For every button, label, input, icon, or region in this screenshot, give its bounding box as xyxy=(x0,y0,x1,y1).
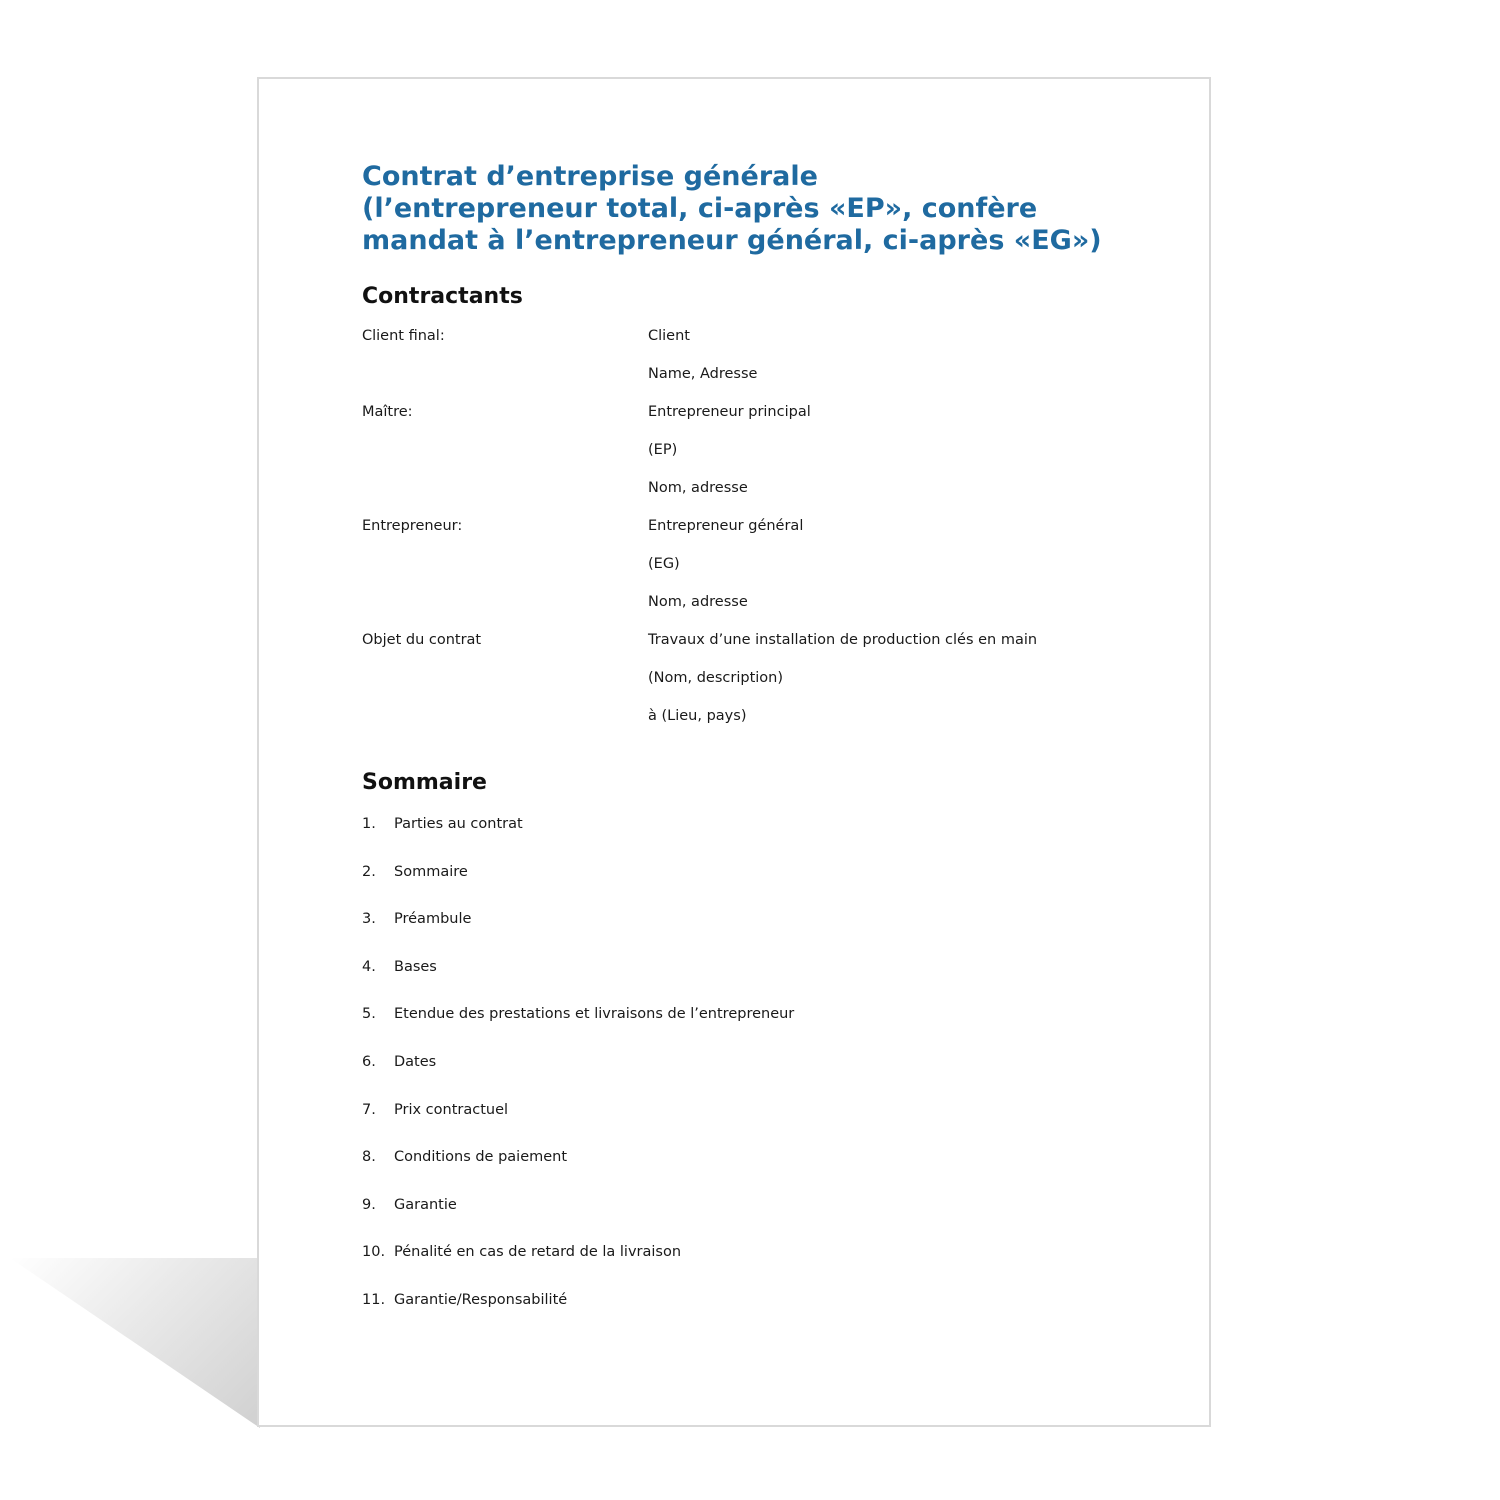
toc-item xyxy=(362,1290,1162,1338)
toc-item xyxy=(362,909,1162,957)
party-value: Nom, adresse xyxy=(648,594,748,610)
toc-item xyxy=(362,1242,1162,1290)
party-values xyxy=(648,393,1162,507)
toc-item xyxy=(362,1147,1162,1195)
toc-label: Conditions de paiement xyxy=(394,1149,568,1166)
party-values xyxy=(648,507,1162,621)
party-value: (EP) xyxy=(648,442,678,458)
party-label: Entrepreneur: xyxy=(362,518,463,534)
toc-label: Parties au contrat xyxy=(394,816,523,832)
toc-label: Garantie/Responsabilité xyxy=(394,1291,568,1308)
toc-item xyxy=(362,1195,1162,1243)
document-page xyxy=(257,77,1211,1427)
toc-label: Sommaire xyxy=(394,863,468,880)
toc-label: Préambule xyxy=(394,911,472,928)
title-line: Contrat d’entreprise générale xyxy=(362,161,818,192)
sommaire-list xyxy=(362,814,1162,1338)
party-values xyxy=(648,621,1162,735)
toc-number: 1. xyxy=(362,816,376,832)
party-label: Client final: xyxy=(362,328,445,344)
party-value: Client xyxy=(648,328,690,344)
toc-label: Dates xyxy=(394,1053,437,1070)
party-label: Objet du contrat xyxy=(362,632,482,648)
party-value: Travaux d’une installation de production clés en main xyxy=(648,632,1038,648)
toc-item xyxy=(362,1100,1162,1148)
toc-number: 3. xyxy=(362,911,376,928)
party-value: Entrepreneur principal xyxy=(648,404,811,420)
page-shadow xyxy=(10,1258,260,1428)
toc-number: 8. xyxy=(362,1149,376,1166)
toc-item xyxy=(362,957,1162,1005)
page-content xyxy=(362,161,1162,1338)
party-value: Name, Adresse xyxy=(648,366,758,382)
party-value: à (Lieu, pays) xyxy=(648,708,747,724)
toc-label: Etendue des prestations et livraisons de l’entrepreneur xyxy=(394,1006,795,1023)
toc-number: 10. xyxy=(362,1244,386,1261)
party-values xyxy=(648,317,1162,393)
toc-number: 2. xyxy=(362,863,376,880)
toc-item xyxy=(362,814,1162,862)
party-value: Nom, adresse xyxy=(648,480,748,496)
toc-number: 6. xyxy=(362,1053,376,1070)
toc-item xyxy=(362,1052,1162,1100)
party-label: Maître: xyxy=(362,404,413,420)
party-value: Entrepreneur général xyxy=(648,518,804,534)
toc-label: Prix contractuel xyxy=(394,1101,509,1118)
toc-label: Garantie xyxy=(394,1196,457,1213)
toc-number: 9. xyxy=(362,1196,376,1213)
toc-number: 5. xyxy=(362,1006,376,1023)
title-line: mandat à l’entrepreneur général, ci-après «EG») xyxy=(362,225,1102,256)
party-row-objet-du-contrat xyxy=(362,621,1162,735)
toc-item xyxy=(362,1004,1162,1052)
party-row-client-final xyxy=(362,317,1162,393)
party-value: (Nom, description) xyxy=(648,670,783,686)
contractants-heading: Contractants xyxy=(362,284,523,309)
party-row-maitre xyxy=(362,393,1162,507)
sommaire-heading: Sommaire xyxy=(362,770,487,795)
toc-number: 4. xyxy=(362,958,376,975)
party-row-entrepreneur xyxy=(362,507,1162,621)
toc-label: Bases xyxy=(394,958,437,975)
contractants-table xyxy=(362,317,1162,735)
title-line: (l’entrepreneur total, ci-après «EP», confère xyxy=(362,193,1038,224)
party-value: (EG) xyxy=(648,556,680,572)
toc-number: 7. xyxy=(362,1101,376,1118)
toc-item xyxy=(362,862,1162,910)
toc-number: 11. xyxy=(362,1291,386,1308)
toc-label: Pénalité en cas de retard de la livraison xyxy=(394,1244,682,1261)
document-title xyxy=(362,161,1162,257)
